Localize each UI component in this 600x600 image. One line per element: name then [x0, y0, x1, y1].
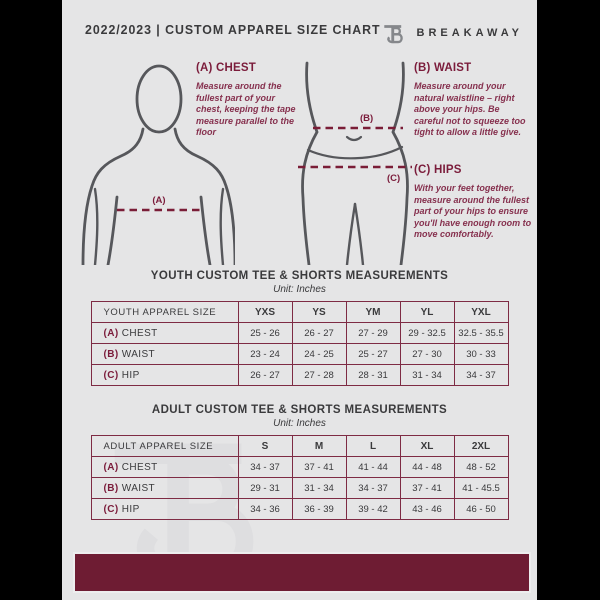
measurement-value-cell: 23 - 24	[238, 344, 292, 365]
measurement-value-cell: 37 - 41	[400, 478, 454, 499]
measurement-value-cell: 36 - 39	[292, 499, 346, 520]
measurement-value-cell: 26 - 27	[292, 323, 346, 344]
measurement-value-cell: 44 - 48	[400, 457, 454, 478]
adult-table-unit: Unit: Inches	[273, 418, 326, 429]
size-column-header: YS	[292, 302, 346, 323]
apparel-size-header-cell: YOUTH APPAREL SIZE	[91, 302, 238, 323]
measurement-row-label: (C) HIP	[91, 365, 238, 386]
measurement-row	[91, 457, 508, 478]
measurement-marker: (A)	[103, 327, 119, 339]
measurement-row-label: (B) WAIST	[91, 478, 238, 499]
page-title: 2022/2023 | CUSTOM APPAREL SIZE CHART	[85, 22, 381, 37]
size-column-header: S	[238, 436, 292, 457]
waist-marker-label: (B)	[360, 113, 374, 124]
size-column-header: M	[292, 436, 346, 457]
measurement-value-cell: 41 - 45.5	[454, 478, 508, 499]
size-column-header: 2XL	[454, 436, 508, 457]
youth-table-title: YOUTH CUSTOM TEE & SHORTS MEASUREMENTS	[150, 270, 449, 282]
page-header	[62, 16, 537, 50]
waist-instruction-heading: (B) WAIST	[414, 62, 472, 74]
chest-instruction-text: Measure around the fullest part of your chest, keeping the tape measure parallel to the floor	[196, 81, 296, 137]
table-header-row	[91, 436, 508, 457]
measurement-value-cell: 26 - 27	[238, 365, 292, 386]
measurement-row-label: (C) HIP	[91, 499, 238, 520]
youth-table-unit: Unit: Inches	[273, 284, 326, 295]
footer-accent-bar	[73, 552, 531, 593]
hips-instruction-text: With your feet together, measure around the fullest part of your hips to ensure you'll have enough room to move comfortably.	[414, 183, 532, 239]
measurement-value-cell: 32.5 - 35.5	[454, 323, 508, 344]
measurement-value-cell: 46 - 50	[454, 499, 508, 520]
measurement-value-cell: 34 - 37	[238, 457, 292, 478]
measurement-marker: (B)	[103, 482, 119, 494]
measurement-row-label: (A) CHEST	[91, 457, 238, 478]
size-column-header: YXS	[238, 302, 292, 323]
measurement-value-cell: 30 - 33	[454, 344, 508, 365]
size-column-header: XL	[400, 436, 454, 457]
waist-instruction-block	[414, 62, 528, 139]
adult-table-title: ADULT CUSTOM TEE & SHORTS MEASUREMENTS	[151, 404, 448, 416]
measurement-marker: (C)	[103, 503, 119, 515]
measurement-value-cell: 27 - 30	[400, 344, 454, 365]
size-chart-page	[62, 0, 537, 600]
waist-instruction-text: Measure around your natural waistline – right above your hips. Be careful not to squeeze too tight to allow a little give.	[414, 81, 526, 137]
chest-instruction-block	[196, 62, 300, 139]
measurement-value-cell: 29 - 31	[238, 478, 292, 499]
measurement-value-cell: 39 - 42	[346, 499, 400, 520]
measurement-row-label: (B) WAIST	[91, 344, 238, 365]
measurement-value-cell: 29 - 32.5	[400, 323, 454, 344]
measurement-row	[91, 499, 508, 520]
measurement-row	[91, 365, 508, 386]
measurement-value-cell: 31 - 34	[400, 365, 454, 386]
size-column-header: YM	[346, 302, 400, 323]
measurement-value-cell: 34 - 37	[346, 478, 400, 499]
size-column-header: YL	[400, 302, 454, 323]
measurement-value-cell: 24 - 25	[292, 344, 346, 365]
measurement-row	[91, 344, 508, 365]
youth-measurements-section	[62, 270, 537, 386]
measurement-value-cell: 25 - 26	[238, 323, 292, 344]
hips-marker-label: (C)	[387, 173, 401, 184]
measurement-row-label: (A) CHEST	[91, 323, 238, 344]
measurement-value-cell: 43 - 46	[400, 499, 454, 520]
brand-name: BREAKAWAY	[416, 27, 523, 39]
measurement-marker: (C)	[103, 369, 119, 381]
measurement-value-cell: 48 - 52	[454, 457, 508, 478]
measurement-value-cell: 34 - 36	[238, 499, 292, 520]
measurement-row	[91, 478, 508, 499]
measurement-value-cell: 27 - 28	[292, 365, 346, 386]
measurement-row	[91, 323, 508, 344]
brand-lockup	[382, 20, 524, 46]
size-column-header: L	[346, 436, 400, 457]
measurement-value-cell: 28 - 31	[346, 365, 400, 386]
adult-size-table	[91, 435, 509, 520]
apparel-size-header-cell: ADULT APPAREL SIZE	[91, 436, 238, 457]
hips-instruction-block	[414, 164, 532, 241]
measurement-value-cell: 41 - 44	[346, 457, 400, 478]
measurement-marker: (B)	[103, 348, 119, 360]
breakaway-b-logo-icon	[382, 20, 410, 46]
measurement-value-cell: 31 - 34	[292, 478, 346, 499]
measurement-marker: (A)	[103, 461, 119, 473]
measurement-value-cell: 27 - 29	[346, 323, 400, 344]
hips-instruction-heading: (C) HIPS	[414, 164, 462, 176]
chest-instruction-heading: (A) CHEST	[196, 62, 256, 74]
adult-measurements-section	[62, 404, 537, 520]
waist-hip-measurement-figure	[290, 55, 420, 265]
measurement-value-cell: 25 - 27	[346, 344, 400, 365]
chest-marker-label: (A)	[152, 195, 166, 206]
measurement-value-cell: 37 - 41	[292, 457, 346, 478]
youth-size-table	[91, 301, 509, 386]
size-column-header: YXL	[454, 302, 508, 323]
measurement-value-cell: 34 - 37	[454, 365, 508, 386]
table-header-row	[91, 302, 508, 323]
